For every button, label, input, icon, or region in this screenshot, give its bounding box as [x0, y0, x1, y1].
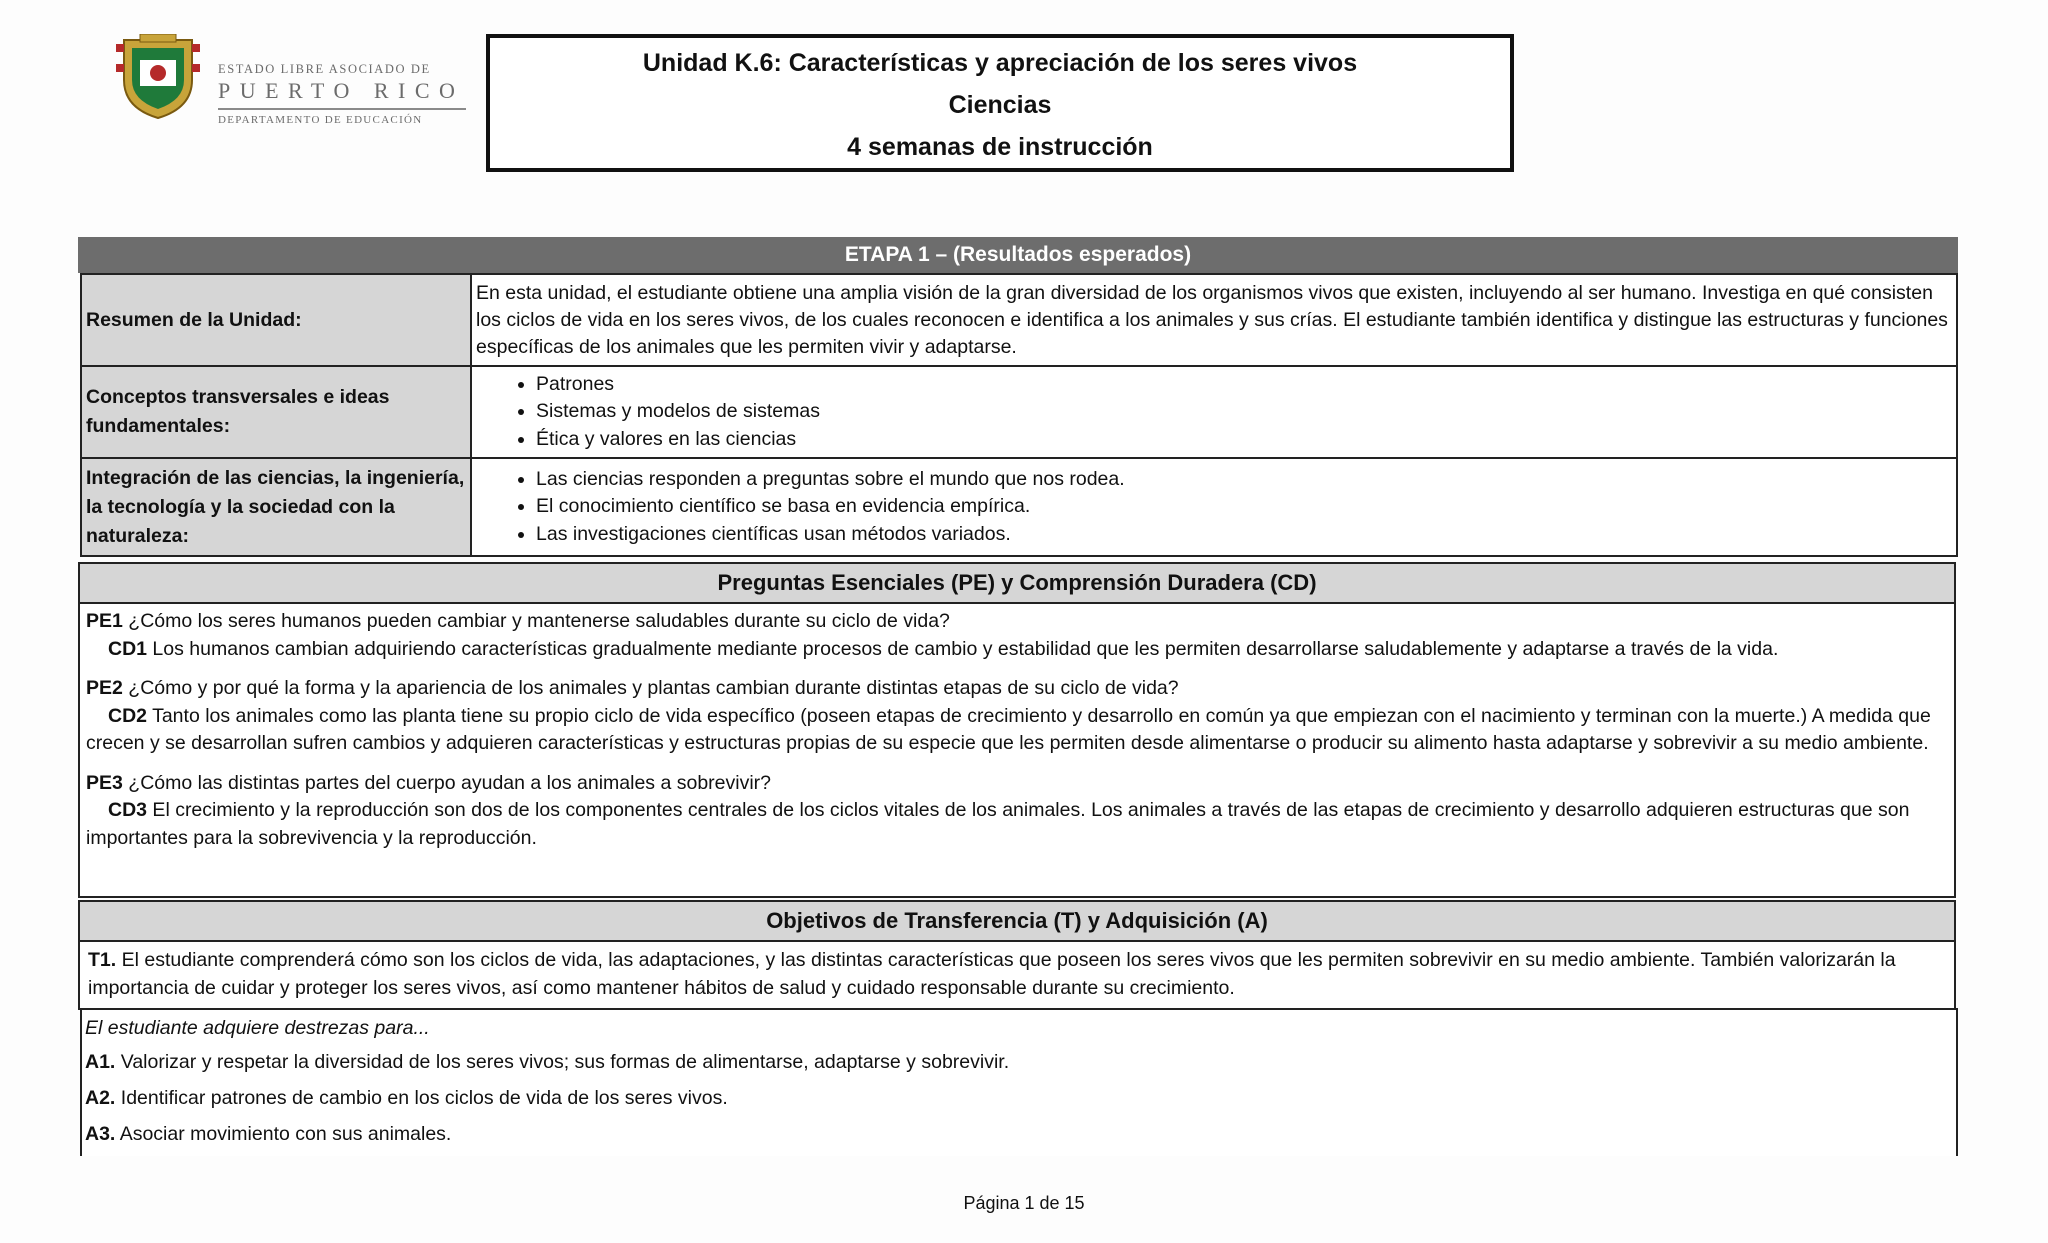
- question-block: [86, 770, 1948, 853]
- concepts-cell: [471, 366, 1957, 458]
- acquisition-code: A2.: [85, 1087, 116, 1109]
- unit-title: Unidad K.6: Características y apreciación de los seres vivos: [642, 49, 1358, 77]
- list-item: [82, 1116, 1956, 1152]
- summary-text: En esta unidad, el estudiante obtiene una amplia visión de la gran diversidad de los organismos vivos que existen, incluyendo al ser humano. Investiga en qué consisten los ciclos de vida en los seres vivos, de los cuales reconocen e identifica a los animales y sus crías. El estudiante también identifica y distingue las estructuras y funciones específicas de los animales que les permiten vivir y adaptarse.: [471, 274, 1957, 366]
- integration-row: [81, 458, 1957, 556]
- list-item: • Las investigaciones científicas usan métodos variados.: [536, 521, 1952, 549]
- stage-header: ETAPA 1 – (Resultados esperados): [78, 237, 1958, 273]
- list-item: • Las ciencias responden a preguntas sobre el mundo que nos rodea.: [536, 466, 1952, 494]
- essential-questions-section: [78, 562, 1956, 898]
- acquisition-list: [80, 1008, 1958, 1156]
- acquisition-intro: El estudiante adquiere destrezas para...: [85, 1017, 430, 1039]
- concepts-row: [81, 366, 1957, 458]
- acquisition-code: A3.: [85, 1123, 116, 1145]
- summary-row: [81, 274, 1957, 366]
- pe-code: PE1: [86, 610, 123, 632]
- transfer-text: El estudiante comprenderá cómo son los ciclos de vida, las adaptaciones, y las distintas características que poseen los seres vivos que les permiten sobrevivir en su medio ambiente. También valorizarán la importancia de cuidar y proteger los seres vivos, así como mantener hábitos de salud y cuidado responsable durante su crecimiento.: [88, 949, 1896, 999]
- acquisition-text: Valorizar y respetar la diversidad de los seres vivos; sus formas de alimentarse, adaptarse y sobrevivir.: [115, 1051, 1010, 1073]
- agency-line-2: PUERTO RICO: [218, 78, 465, 103]
- agency-line-1: ESTADO LIBRE ASOCIADO DE: [218, 62, 431, 76]
- unit-title-box: [486, 34, 1514, 172]
- coat-of-arms-logo: [110, 34, 206, 120]
- pe-code: PE3: [86, 771, 123, 794]
- subject-title: Ciencias: [948, 91, 1052, 119]
- integration-list: [476, 466, 1952, 549]
- concepts-list: [476, 371, 1952, 454]
- pe-code: PE2: [86, 677, 123, 699]
- acquisition-code: A1.: [85, 1051, 116, 1073]
- objectives-header: Objetivos de Transferencia (T) y Adquisición (A): [80, 902, 1954, 942]
- transfer-code: T1.: [88, 949, 117, 971]
- page-number: Página 1 de 15: [963, 1193, 1085, 1213]
- list-item: • Patrones: [536, 371, 1952, 399]
- cd-code: CD3: [108, 799, 148, 821]
- agency-block: [218, 62, 466, 126]
- cd-text: El crecimiento y la reproducción son dos de los componentes centrales de los ciclos vitales de los animales. Los animales a través de las etapas de crecimiento y desarrollo adquieren estructuras que son importantes para la sobrevivencia y la reproducción.: [86, 799, 1910, 849]
- stage-summary-table: [80, 273, 1958, 557]
- pe-text: ¿Cómo y por qué la forma y la apariencia de los animales y plantas cambian durante distintas etapas de su ciclo de vida?: [122, 677, 1179, 699]
- objectives-section: [78, 900, 1956, 1010]
- list-item: • El conocimiento científico se basa en evidencia empírica.: [536, 493, 1952, 521]
- list-item: [82, 1080, 1956, 1116]
- cd-code: CD1: [108, 637, 148, 660]
- agency-divider: [218, 108, 466, 110]
- integration-label: Integración de las ciencias, la ingeniería, la tecnología y la sociedad con la naturaleza:: [81, 458, 471, 556]
- question-block: [86, 608, 1948, 663]
- concepts-label: Conceptos transversales e ideas fundamentales:: [81, 366, 471, 458]
- list-item: [82, 1044, 1956, 1080]
- pe-text: ¿Cómo las distintas partes del cuerpo ayudan a los animales a sobrevivir?: [122, 771, 772, 794]
- summary-label: Resumen de la Unidad:: [81, 274, 471, 366]
- acquisition-text: Identificar patrones de cambio en los ciclos de vida de los seres vivos.: [115, 1087, 728, 1109]
- cd-code: CD2: [108, 704, 148, 727]
- essential-questions-body: [80, 604, 1954, 860]
- agency-line-3: DEPARTAMENTO DE EDUCACIÓN: [218, 114, 423, 126]
- pe-text: ¿Cómo los seres humanos pueden cambiar y mantenerse saludables durante su ciclo de vida?: [122, 610, 950, 632]
- transfer-objective: [80, 942, 1954, 1007]
- question-block: [86, 675, 1948, 758]
- list-item: • Sistemas y modelos de sistemas: [536, 398, 1952, 426]
- essential-questions-header: Preguntas Esenciales (PE) y Comprensión Duradera (CD): [80, 564, 1954, 604]
- acquisition-text: Asociar movimiento con sus animales.: [115, 1123, 452, 1145]
- list-item: • Ética y valores en las ciencias: [536, 426, 1952, 454]
- integration-cell: [471, 458, 1957, 556]
- cd-text: Los humanos cambian adquiriendo características gradualmente mediante procesos de cambio y estabilidad que les permiten desarrollarse saludablemente y adaptarse a través de la vida.: [147, 637, 1779, 660]
- duration-title: 4 semanas de instrucción: [847, 133, 1153, 161]
- cd-text: Tanto los animales como las planta tiene su propio ciclo de vida específico (poseen etapas de crecimiento y desarrollo en común ya que empiezan con el nacimiento y terminan con la muerte.) A medida que crecen y se desarrollan sufren cambios y adquieren características y estructuras propias de su especie que les permiten desde alimentarse o producir su alimento hasta adaptarse y sobrevivir a su medio ambiente.: [86, 704, 1931, 754]
